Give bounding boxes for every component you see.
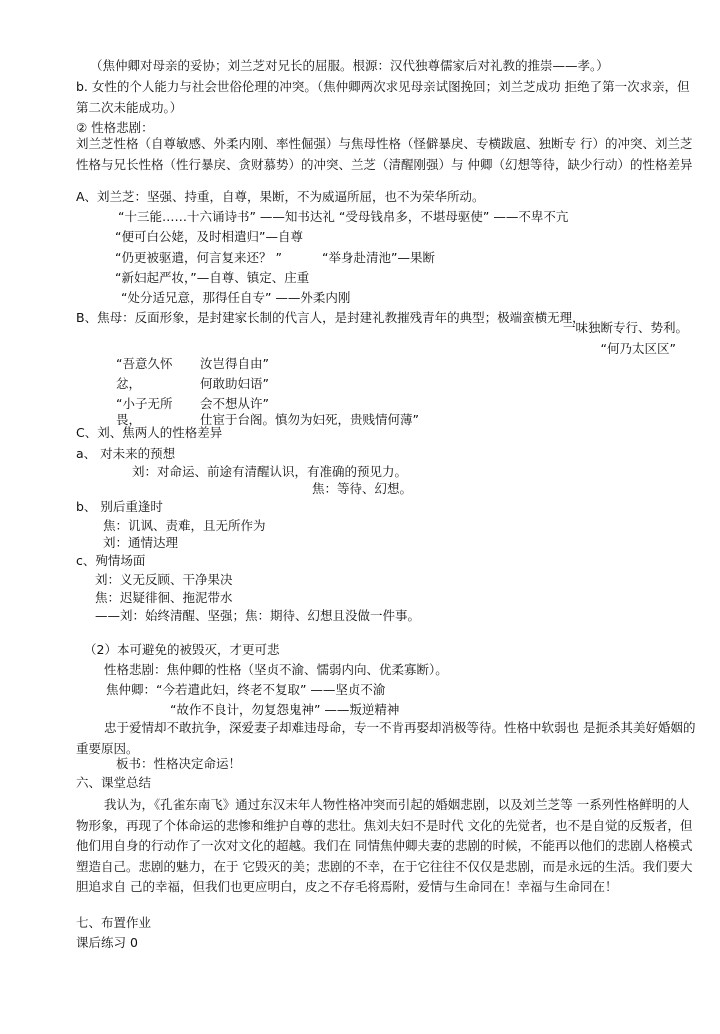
text-paragraph: 我认为，《孔雀东南飞》通过东汉末年人物性格冲突而引起的婚姻悲剧，以及刘兰芝等 一系列性格鲜明的人物形象，再现了个体命运的悲惨和维护自尊的悲壮。焦刘夫妇不是时代 文化的先觉者，也不是自觉的反叛者，但他们用自身的行动作了一次对文化的超越。我们在 同情焦仲卿夫妻的悲剧的时候，不能再以他们的悲剧人格模式塑造自己。悲剧的魅力，在于 它毁灭的美；悲剧的不幸，在于它往往不仅仅是悲剧，而是永远的生活。我们要大胆追求自 己的幸福，但我们也更应明白，皮之不存毛将焉附，爱情与生命同在！幸福与生命同在！: [76, 797, 693, 894]
text-line: C、刘、焦两人的性格差异: [76, 425, 223, 440]
text-line: “吾意久怀: [116, 356, 173, 371]
text-line: 畏，: [116, 412, 142, 427]
text-line: 何敢助妇语”: [200, 376, 269, 391]
section-heading: 七、布置作业: [76, 915, 152, 930]
text-line: 焦仲卿：“今若遣此妇，终老不复取” ——坚贞不渝: [106, 682, 386, 697]
text-line: 刘：通情达理: [103, 535, 179, 550]
text-line: “仍更被驱遣，何言复来还？ ”: [115, 250, 282, 265]
text-line: “十三能……十六诵诗书” ——知书达礼 “受母钱帛多，不堪母驱使” ——不卑不亢: [118, 209, 569, 224]
text-line: c、殉情场面: [76, 553, 146, 568]
text-paragraph: b. 女性的个人能力与社会世俗伦理的冲突。（焦仲卿两次求见母亲试图挽回；刘兰芝成功 拒绝了第一次求亲，但第二次未能成功。）: [76, 79, 690, 115]
text-line: 会不想从许”: [200, 396, 269, 411]
board-note: 板书：性格决定命运！: [116, 756, 242, 771]
text-line: B、焦母：反面形象，是封建家长制的代言人，是封建礼教摧残青年的典型；极端蛮横无理，: [76, 310, 585, 325]
text-line: 焦：迟疑徘徊、拖泥带水: [95, 590, 233, 605]
text-line: a、 对未来的预想: [76, 446, 176, 461]
text-line: ——刘：始终清醒、坚强；焦：期待、幻想且没做一件事。: [95, 608, 421, 623]
text-line: “何乃太区区”: [600, 341, 676, 356]
text-line: 仕宦于台阁。慎勿为妇死，贵贱情何薄”: [200, 412, 419, 427]
text-paragraph: 忠于爱情却不敢抗争，深爱妻子却难违母命，专一不肯再娶却消极等待。性格中软弱也 是扼杀其美好婚姻的重要原因。: [76, 720, 696, 756]
text-line: （焦仲卿对母亲的妥协；刘兰芝对兄长的屈服。根源：汉代独尊儒家后对礼教的推崇——孝。）: [90, 58, 609, 73]
text-line: 性格悲剧：焦仲卿的性格（坚贞不渝、懦弱内向、优柔寡断）。: [104, 662, 448, 677]
text-line: “小子无所: [116, 396, 173, 411]
text-line: 课后练习 0: [76, 935, 138, 950]
text-line: 汝岂得自由”: [200, 356, 269, 371]
text-line: 刘：义无反顾、干净果决: [95, 572, 233, 587]
section-heading: ② 性格悲剧：: [76, 120, 154, 135]
text-line: 焦：等待、幻想。: [312, 481, 413, 496]
text-line: b、 别后重逢时: [76, 499, 163, 514]
text-line: A、刘兰芝：坚强、持重，自尊，果断，不为威逼所屈，也不为荣华所动。: [76, 189, 485, 204]
text-line: “便可白公姥，及时相遣归”—自尊: [115, 229, 303, 244]
text-line: “举身赴清池”—果断: [322, 250, 435, 265]
section-heading: 六、课堂总结: [76, 775, 152, 790]
text-line: “故作不良计，勿复怨鬼神” ——叛逆精神: [170, 702, 400, 717]
text-line: “处分适兄意，那得任自专” ——外柔内刚: [121, 290, 351, 305]
text-line: “新妇起严妆，”—自尊、镇定、庄重: [115, 270, 310, 285]
text-line: 忿，: [116, 376, 142, 391]
text-line: 一味独断专行、势利。: [562, 320, 688, 335]
text-line: （2）本可避免的被毁灭，才更可悲: [84, 642, 280, 657]
text-paragraph: 刘兰芝性格（自尊敏感、外柔内刚、率性倔强）与焦母性格（怪僻暴戾、专横跋扈、独断专 行）的冲突、刘兰芝性格与兄长性格（性行暴戾、贪财慕势）的冲突、兰芝（清醒刚强）与 仲卿（幻想等待，缺少行动）的性格差异: [76, 136, 693, 172]
text-line: 刘：对命运、前途有清醒认识，有准确的预见力。: [132, 464, 408, 479]
text-line: 焦：讥讽、责难，且无所作为: [103, 518, 266, 533]
